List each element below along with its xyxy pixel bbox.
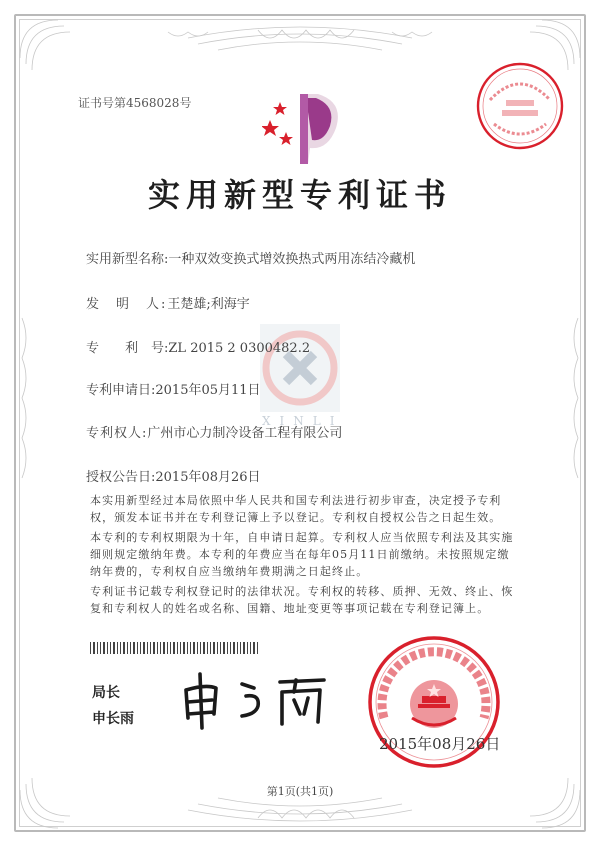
certificate-number: 证书号第4568028号 — [78, 96, 192, 110]
top-seal-icon — [474, 60, 566, 152]
field-filing-date — [86, 379, 261, 398]
director-title: 局长 — [92, 685, 120, 701]
field-patent-number — [86, 337, 310, 356]
page-number: 第1页(共1页) — [266, 785, 334, 798]
paragraph-legal-status: 专利证书记载专利权登记时的法律状况。专利权的转移、质押、无效、终止、恢复和专利权人的姓名或名称、国籍、地址变更等事项记载在专利登记簿上。 — [90, 585, 514, 615]
field-value: 王楚雄;利海宇 — [167, 297, 250, 312]
field-inventor — [86, 293, 250, 312]
field-utility-model-name — [86, 248, 415, 267]
field-patentee — [86, 422, 342, 441]
certificate-title: 实用新型专利证书 — [147, 176, 452, 214]
field-label: 授权公告日: — [86, 470, 156, 485]
watermark-text: XINLI — [262, 414, 344, 428]
field-label: 发 明 人: — [86, 297, 168, 312]
signature-image — [176, 670, 336, 732]
xinli-watermark-icon — [250, 318, 350, 428]
paragraph-term: 本专利的专利权期限为十年，自申请日起算。专利权人应当依照专利法及其实施细则规定缴纳年费。本专利的年费应当在每年05月11日前缴纳。未按照规定缴纳年费的，专利权自应当缴纳年费期满之日起终止。 — [90, 531, 514, 578]
field-label: 专 利 号: — [86, 341, 169, 356]
field-value: 一种双效变换式增效换热式两用冻结冷藏机 — [168, 252, 416, 267]
field-value: 2015年08月26日 — [155, 470, 261, 485]
field-announcement-date — [86, 466, 261, 485]
paragraph-grant: 本实用新型经过本局依照中华人民共和国专利法进行初步审查，决定授予专利权，颁发本证书并在专利登记簿上予以登记。专利权自授权公告之日起生效。 — [90, 494, 502, 524]
sipo-logo-icon — [262, 88, 346, 172]
director-name: 申长雨 — [92, 711, 134, 727]
field-value: ZL 2015 2 0300482.2 — [168, 341, 311, 356]
field-label: 实用新型名称: — [86, 252, 169, 267]
seal-date: 2015年08月26日 — [379, 735, 501, 753]
barcode-icon — [90, 642, 260, 654]
field-label: 专利权人: — [86, 426, 148, 441]
field-value: 广州市心力制冷设备工程有限公司 — [147, 426, 343, 441]
field-value: 2015年05月11日 — [155, 383, 261, 398]
field-label: 专利申请日: — [86, 383, 156, 398]
